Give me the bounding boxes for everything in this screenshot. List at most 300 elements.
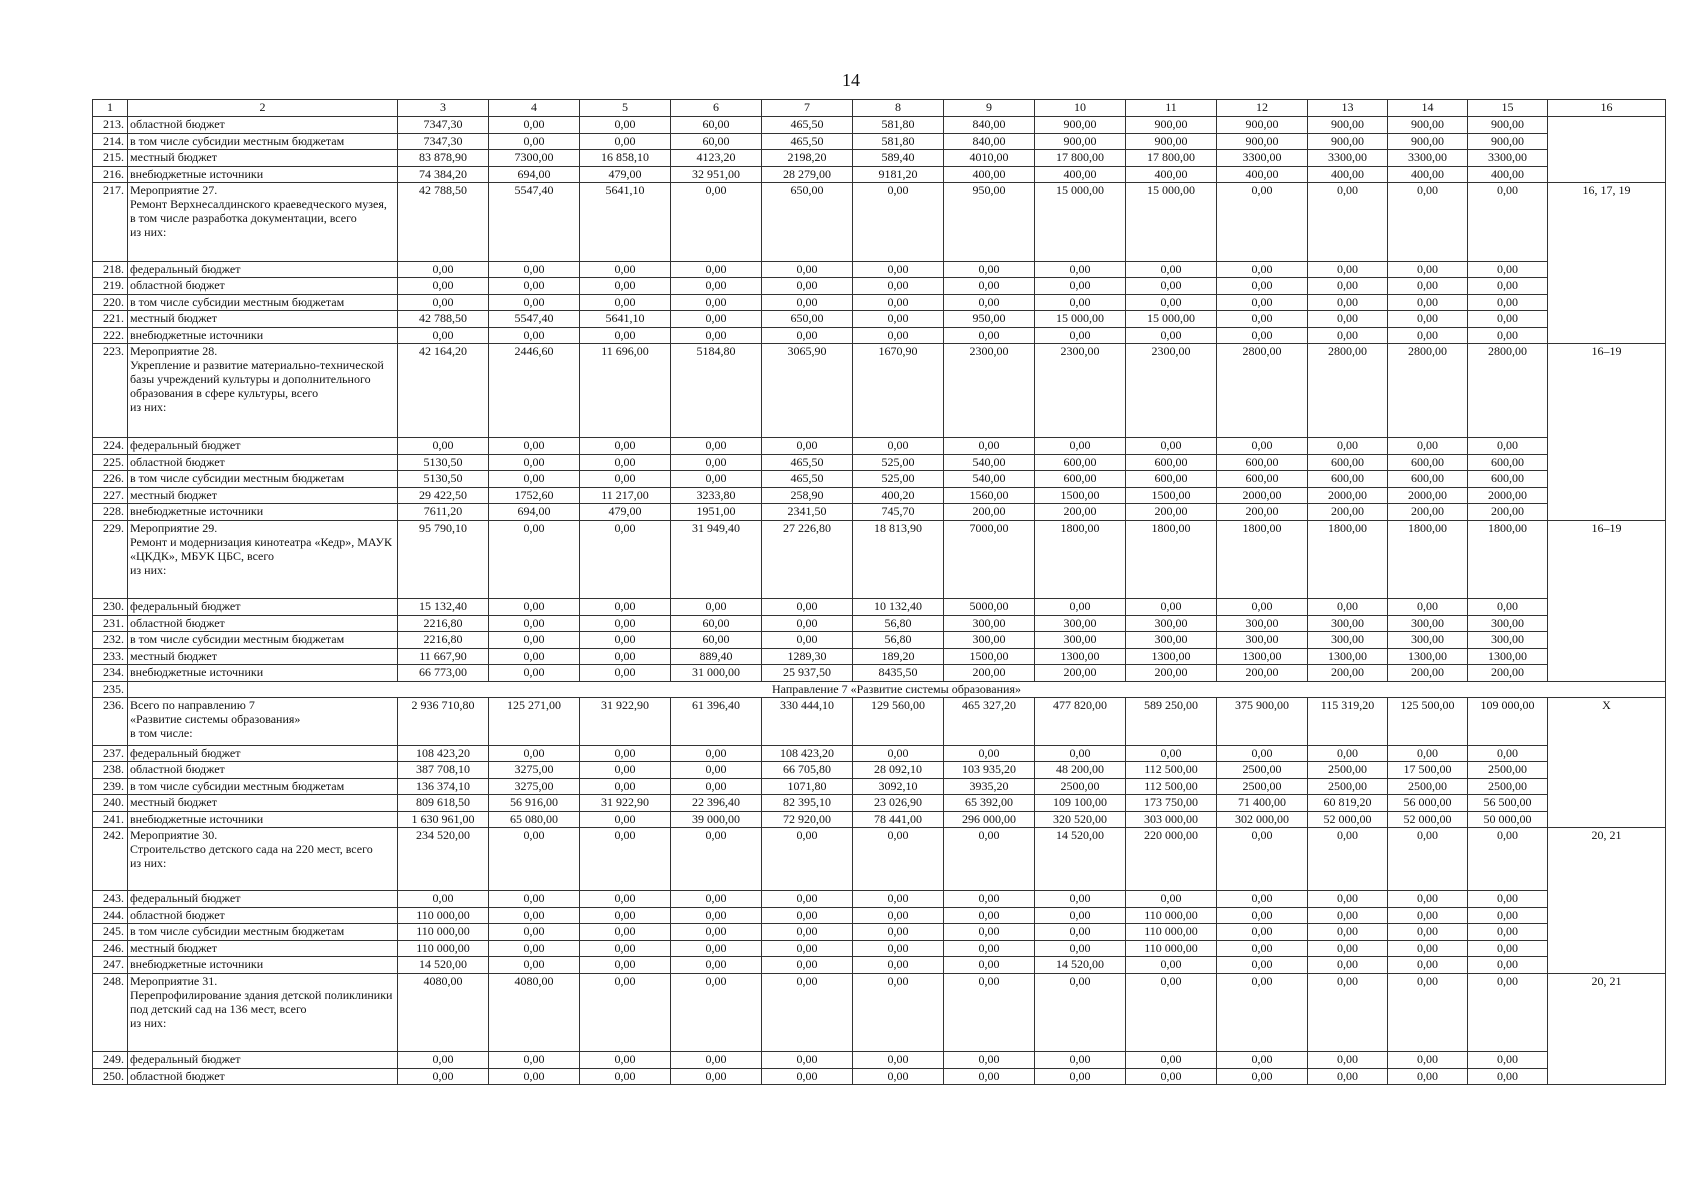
amount-cell: 200,00 xyxy=(1388,665,1468,682)
amount-cell: 0,00 xyxy=(671,891,762,908)
amount-cell: 0,00 xyxy=(853,311,944,328)
amount-cell: 0,00 xyxy=(489,665,580,682)
amount-cell: 109 000,00 xyxy=(1468,698,1548,746)
amount-cell: 0,00 xyxy=(1217,327,1308,344)
amount-cell: 302 000,00 xyxy=(1217,811,1308,828)
amount-cell: 1800,00 xyxy=(1388,520,1468,599)
row-name: внебюджетные источники xyxy=(128,811,398,828)
amount-cell: 300,00 xyxy=(1468,615,1548,632)
amount-cell: 300,00 xyxy=(1308,632,1388,649)
row-name: в том числе субсидии местным бюджетам xyxy=(128,471,398,488)
amount-cell: 1800,00 xyxy=(1126,520,1217,599)
amount-cell: 0,00 xyxy=(1035,891,1126,908)
amount-cell: 0,00 xyxy=(398,294,489,311)
amount-cell: 31 949,40 xyxy=(671,520,762,599)
amount-cell: 600,00 xyxy=(1217,471,1308,488)
amount-cell: 0,00 xyxy=(762,973,853,1052)
table-row xyxy=(93,973,1666,1052)
amount-cell: 2000,00 xyxy=(1388,487,1468,504)
amount-cell: 600,00 xyxy=(1468,471,1548,488)
amount-cell: 50 000,00 xyxy=(1468,811,1548,828)
amount-cell: 0,00 xyxy=(1388,1068,1468,1085)
page-number: 14 xyxy=(842,70,860,90)
amount-cell: 0,00 xyxy=(580,278,671,295)
amount-cell: 0,00 xyxy=(853,278,944,295)
amount-cell: 3935,20 xyxy=(944,778,1035,795)
amount-cell: 0,00 xyxy=(580,1068,671,1085)
amount-cell: 0,00 xyxy=(489,261,580,278)
amount-cell: 200,00 xyxy=(1468,504,1548,521)
row-number: 243. xyxy=(93,891,128,908)
amount-cell: 0,00 xyxy=(1217,183,1308,262)
table-row xyxy=(93,294,1666,311)
row-number: 247. xyxy=(93,957,128,974)
amount-cell: 0,00 xyxy=(853,907,944,924)
amount-cell: 5641,10 xyxy=(580,183,671,262)
amount-cell: 0,00 xyxy=(580,438,671,455)
amount-cell: 9181,20 xyxy=(853,166,944,183)
table-row xyxy=(93,599,1666,616)
amount-cell: 0,00 xyxy=(671,183,762,262)
row-number: 234. xyxy=(93,665,128,682)
row-number: 238. xyxy=(93,762,128,779)
row-name: в том числе субсидии местным бюджетам xyxy=(128,294,398,311)
amount-cell: 0,00 xyxy=(1217,924,1308,941)
row-name: Всего по направлению 7 «Развитие системы образования» в том числе: xyxy=(128,698,398,746)
amount-cell: 0,00 xyxy=(1308,599,1388,616)
amount-cell: 0,00 xyxy=(1035,294,1126,311)
amount-cell: 0,00 xyxy=(489,117,580,134)
amount-cell: 0,00 xyxy=(489,648,580,665)
amount-cell: 125 500,00 xyxy=(1388,698,1468,746)
row-number: 229. xyxy=(93,520,128,599)
amount-cell: 0,00 xyxy=(1126,294,1217,311)
amount-cell: 600,00 xyxy=(1217,454,1308,471)
amount-cell: 0,00 xyxy=(762,632,853,649)
row-name: местный бюджет xyxy=(128,940,398,957)
amount-cell: 0,00 xyxy=(489,278,580,295)
amount-cell: 540,00 xyxy=(944,471,1035,488)
amount-cell: 2800,00 xyxy=(1217,344,1308,438)
amount-cell: 0,00 xyxy=(944,745,1035,762)
amount-cell: 0,00 xyxy=(489,327,580,344)
amount-cell: 0,00 xyxy=(1035,973,1126,1052)
amount-cell: 0,00 xyxy=(580,924,671,941)
amount-cell: 2500,00 xyxy=(1308,778,1388,795)
row-name: в том числе субсидии местным бюджетам xyxy=(128,924,398,941)
amount-cell: 2500,00 xyxy=(1035,778,1126,795)
amount-cell: 300,00 xyxy=(1468,632,1548,649)
table-row xyxy=(93,778,1666,795)
amount-cell: 2216,80 xyxy=(398,615,489,632)
amount-cell: 0,00 xyxy=(398,1052,489,1069)
amount-cell: 465,50 xyxy=(762,133,853,150)
row-number: 248. xyxy=(93,973,128,1052)
row-number: 231. xyxy=(93,615,128,632)
amount-cell: 0,00 xyxy=(1308,973,1388,1052)
amount-cell: 0,00 xyxy=(398,327,489,344)
amount-cell: 0,00 xyxy=(489,924,580,941)
amount-cell: 0,00 xyxy=(762,1052,853,1069)
amount-cell: 11 696,00 xyxy=(580,344,671,438)
amount-cell: 0,00 xyxy=(853,327,944,344)
amount-cell: 2341,50 xyxy=(762,504,853,521)
amount-cell: 0,00 xyxy=(1126,1068,1217,1085)
amount-cell: 0,00 xyxy=(1388,957,1468,974)
amount-cell: 3300,00 xyxy=(1468,150,1548,167)
row-number: 230. xyxy=(93,599,128,616)
row-number: 239. xyxy=(93,778,128,795)
amount-cell: 5000,00 xyxy=(944,599,1035,616)
amount-cell: 0,00 xyxy=(762,278,853,295)
amount-cell: 110 000,00 xyxy=(1126,940,1217,957)
amount-cell: 0,00 xyxy=(1126,973,1217,1052)
amount-cell: 650,00 xyxy=(762,311,853,328)
amount-cell: 4080,00 xyxy=(489,973,580,1052)
amount-cell: 0,00 xyxy=(489,632,580,649)
row-name: внебюджетные источники xyxy=(128,665,398,682)
amount-cell: 0,00 xyxy=(580,891,671,908)
row-number: 232. xyxy=(93,632,128,649)
amount-cell: 200,00 xyxy=(1388,504,1468,521)
amount-cell: 0,00 xyxy=(762,891,853,908)
amount-cell: 0,00 xyxy=(944,957,1035,974)
column-number-cell: 3 xyxy=(398,100,489,117)
amount-cell: 2000,00 xyxy=(1217,487,1308,504)
amount-cell: 0,00 xyxy=(1217,1052,1308,1069)
amount-cell: 1560,00 xyxy=(944,487,1035,504)
row-name: Мероприятие 30. Строительство детского сада на 220 мест, всего из них: xyxy=(128,828,398,891)
amount-cell: 0,00 xyxy=(944,828,1035,891)
row-name: федеральный бюджет xyxy=(128,438,398,455)
amount-cell: 0,00 xyxy=(853,940,944,957)
amount-cell: 110 000,00 xyxy=(1126,907,1217,924)
amount-cell: 22 396,40 xyxy=(671,795,762,812)
amount-cell: 600,00 xyxy=(1035,471,1126,488)
amount-cell: 0,00 xyxy=(762,957,853,974)
amount-cell: 600,00 xyxy=(1388,454,1468,471)
amount-cell: 300,00 xyxy=(1035,632,1126,649)
amount-cell: 1300,00 xyxy=(1388,648,1468,665)
row-number: 226. xyxy=(93,471,128,488)
amount-cell: 5547,40 xyxy=(489,183,580,262)
amount-cell: 0,00 xyxy=(398,1068,489,1085)
row-name: федеральный бюджет xyxy=(128,891,398,908)
amount-cell: 1289,30 xyxy=(762,648,853,665)
amount-cell: 900,00 xyxy=(1468,117,1548,134)
amount-cell: 2300,00 xyxy=(944,344,1035,438)
amount-cell: 56 500,00 xyxy=(1468,795,1548,812)
amount-cell: 3092,10 xyxy=(853,778,944,795)
amount-cell: 0,00 xyxy=(1388,745,1468,762)
amount-cell: 0,00 xyxy=(1217,438,1308,455)
amount-cell: 0,00 xyxy=(489,940,580,957)
amount-cell: 129 560,00 xyxy=(853,698,944,746)
amount-cell: 2216,80 xyxy=(398,632,489,649)
row-number: 224. xyxy=(93,438,128,455)
table-row xyxy=(93,907,1666,924)
row-name: местный бюджет xyxy=(128,150,398,167)
row-number: 246. xyxy=(93,940,128,957)
amount-cell: 110 000,00 xyxy=(1126,924,1217,941)
amount-cell: 387 708,10 xyxy=(398,762,489,779)
amount-cell: 0,00 xyxy=(1308,261,1388,278)
amount-cell: 5547,40 xyxy=(489,311,580,328)
row-name: федеральный бюджет xyxy=(128,599,398,616)
amount-cell: 0,00 xyxy=(1388,438,1468,455)
amount-cell: 0,00 xyxy=(671,599,762,616)
table-row xyxy=(93,795,1666,812)
table-row xyxy=(93,438,1666,455)
amount-cell: 1300,00 xyxy=(1468,648,1548,665)
amount-cell: 5130,50 xyxy=(398,471,489,488)
amount-cell: 0,00 xyxy=(1388,261,1468,278)
amount-cell: 0,00 xyxy=(580,294,671,311)
amount-cell: 110 000,00 xyxy=(398,940,489,957)
amount-cell: 0,00 xyxy=(580,454,671,471)
amount-cell: 2500,00 xyxy=(1388,778,1468,795)
amount-cell: 0,00 xyxy=(944,278,1035,295)
amount-cell: 72 920,00 xyxy=(762,811,853,828)
amount-cell: 0,00 xyxy=(853,957,944,974)
amount-cell: 300,00 xyxy=(1217,632,1308,649)
amount-cell: 1800,00 xyxy=(1217,520,1308,599)
row-name: местный бюджет xyxy=(128,795,398,812)
table-row xyxy=(93,454,1666,471)
amount-cell: 300,00 xyxy=(1035,615,1126,632)
amount-cell: 0,00 xyxy=(1308,294,1388,311)
amount-cell: 110 000,00 xyxy=(398,907,489,924)
amount-cell: 900,00 xyxy=(1217,117,1308,134)
amount-cell: 889,40 xyxy=(671,648,762,665)
amount-cell: 17 800,00 xyxy=(1126,150,1217,167)
amount-cell: 0,00 xyxy=(1468,891,1548,908)
amount-cell: 2 936 710,80 xyxy=(398,698,489,746)
amount-cell: 0,00 xyxy=(1388,924,1468,941)
column-number-cell: 8 xyxy=(853,100,944,117)
column-number-cell: 2 xyxy=(128,100,398,117)
amount-cell: 0,00 xyxy=(1035,599,1126,616)
table-row xyxy=(93,166,1666,183)
row-number: 221. xyxy=(93,311,128,328)
amount-cell: 27 226,80 xyxy=(762,520,853,599)
table-body xyxy=(93,100,1666,1085)
amount-cell: 0,00 xyxy=(762,828,853,891)
row-number: 237. xyxy=(93,745,128,762)
amount-cell: 0,00 xyxy=(944,1052,1035,1069)
amount-cell: 0,00 xyxy=(671,261,762,278)
table-row xyxy=(93,811,1666,828)
amount-cell: 110 000,00 xyxy=(398,924,489,941)
amount-cell: 0,00 xyxy=(489,615,580,632)
amount-cell: 52 000,00 xyxy=(1308,811,1388,828)
amount-cell: 28 279,00 xyxy=(762,166,853,183)
amount-cell: 0,00 xyxy=(1217,261,1308,278)
amount-cell: 0,00 xyxy=(580,973,671,1052)
amount-cell: 0,00 xyxy=(1308,438,1388,455)
amount-cell: 0,00 xyxy=(762,924,853,941)
amount-cell: 0,00 xyxy=(1308,907,1388,924)
table-row xyxy=(93,150,1666,167)
amount-cell: 234 520,00 xyxy=(398,828,489,891)
amount-cell: 0,00 xyxy=(1035,1068,1126,1085)
amount-cell: 0,00 xyxy=(1468,957,1548,974)
amount-cell: 0,00 xyxy=(1388,828,1468,891)
amount-cell: 0,00 xyxy=(1468,828,1548,891)
amount-cell: 840,00 xyxy=(944,117,1035,134)
amount-cell: 1300,00 xyxy=(1308,648,1388,665)
amount-cell: 0,00 xyxy=(580,762,671,779)
amount-cell: 0,00 xyxy=(671,907,762,924)
amount-cell: 525,00 xyxy=(853,454,944,471)
amount-cell: 14 520,00 xyxy=(398,957,489,974)
amount-cell: 0,00 xyxy=(1468,924,1548,941)
amount-cell: 31 922,90 xyxy=(580,698,671,746)
amount-cell: 0,00 xyxy=(1468,327,1548,344)
amount-cell: 66 773,00 xyxy=(398,665,489,682)
table-row xyxy=(93,1052,1666,1069)
amount-cell: 0,00 xyxy=(1468,940,1548,957)
amount-cell: 2800,00 xyxy=(1388,344,1468,438)
table-row xyxy=(93,311,1666,328)
amount-cell: 0,00 xyxy=(944,891,1035,908)
amount-cell: 950,00 xyxy=(944,183,1035,262)
amount-cell: 61 396,40 xyxy=(671,698,762,746)
amount-cell: 0,00 xyxy=(671,1068,762,1085)
amount-cell: 900,00 xyxy=(1126,133,1217,150)
amount-cell: 465 327,20 xyxy=(944,698,1035,746)
amount-cell: 200,00 xyxy=(1468,665,1548,682)
amount-cell: 56 916,00 xyxy=(489,795,580,812)
amount-cell: 0,00 xyxy=(762,294,853,311)
amount-cell: 400,00 xyxy=(1308,166,1388,183)
table-row xyxy=(93,940,1666,957)
amount-cell: 0,00 xyxy=(398,891,489,908)
amount-cell: 809 618,50 xyxy=(398,795,489,812)
amount-cell: 0,00 xyxy=(1035,907,1126,924)
row-name: в том числе субсидии местным бюджетам xyxy=(128,778,398,795)
amount-cell: 0,00 xyxy=(671,438,762,455)
amount-cell: 258,90 xyxy=(762,487,853,504)
amount-cell: 0,00 xyxy=(580,957,671,974)
amount-cell: 60,00 xyxy=(671,117,762,134)
amount-cell: 2000,00 xyxy=(1468,487,1548,504)
amount-cell: 400,00 xyxy=(1035,166,1126,183)
amount-cell: 0,00 xyxy=(762,438,853,455)
amount-cell: 0,00 xyxy=(1468,907,1548,924)
amount-cell: 0,00 xyxy=(1308,940,1388,957)
amount-cell: 108 423,20 xyxy=(398,745,489,762)
amount-cell: 2300,00 xyxy=(1035,344,1126,438)
column-number-cell: 5 xyxy=(580,100,671,117)
amount-cell: 5641,10 xyxy=(580,311,671,328)
amount-cell: 0,00 xyxy=(1217,940,1308,957)
amount-cell: 479,00 xyxy=(580,504,671,521)
amount-cell: 0,00 xyxy=(944,940,1035,957)
amount-cell: 56,80 xyxy=(853,632,944,649)
amount-cell: 330 444,10 xyxy=(762,698,853,746)
amount-cell: 56 000,00 xyxy=(1388,795,1468,812)
row-name: внебюджетные источники xyxy=(128,504,398,521)
amount-cell: 0,00 xyxy=(580,665,671,682)
table-row xyxy=(93,1068,1666,1085)
row-number: 245. xyxy=(93,924,128,941)
goal-numbers-cell xyxy=(1548,117,1666,183)
amount-cell: 0,00 xyxy=(1468,183,1548,262)
amount-cell: 300,00 xyxy=(1388,632,1468,649)
amount-cell: 0,00 xyxy=(489,133,580,150)
amount-cell: 400,20 xyxy=(853,487,944,504)
amount-cell: 4080,00 xyxy=(398,973,489,1052)
row-name: областной бюджет xyxy=(128,454,398,471)
amount-cell: 300,00 xyxy=(944,615,1035,632)
amount-cell: 65 080,00 xyxy=(489,811,580,828)
amount-cell: 0,00 xyxy=(580,811,671,828)
row-number: 214. xyxy=(93,133,128,150)
row-number: 213. xyxy=(93,117,128,134)
row-name: федеральный бюджет xyxy=(128,745,398,762)
amount-cell: 60,00 xyxy=(671,615,762,632)
amount-cell: 2500,00 xyxy=(1468,778,1548,795)
table-row xyxy=(93,632,1666,649)
amount-cell: 14 520,00 xyxy=(1035,828,1126,891)
amount-cell: 300,00 xyxy=(1126,632,1217,649)
amount-cell: 0,00 xyxy=(944,924,1035,941)
amount-cell: 1500,00 xyxy=(944,648,1035,665)
amount-cell: 0,00 xyxy=(1035,438,1126,455)
table-row xyxy=(93,504,1666,521)
amount-cell: 0,00 xyxy=(1308,278,1388,295)
amount-cell: 0,00 xyxy=(1308,311,1388,328)
amount-cell: 600,00 xyxy=(1308,454,1388,471)
amount-cell: 0,00 xyxy=(1308,183,1388,262)
amount-cell: 0,00 xyxy=(1308,828,1388,891)
amount-cell: 200,00 xyxy=(1035,665,1126,682)
amount-cell: 0,00 xyxy=(1126,957,1217,974)
amount-cell: 4010,00 xyxy=(944,150,1035,167)
amount-cell: 2800,00 xyxy=(1308,344,1388,438)
amount-cell: 25 937,50 xyxy=(762,665,853,682)
amount-cell: 7611,20 xyxy=(398,504,489,521)
amount-cell: 0,00 xyxy=(1468,261,1548,278)
amount-cell: 39 000,00 xyxy=(671,811,762,828)
amount-cell: 15 132,40 xyxy=(398,599,489,616)
amount-cell: 1951,00 xyxy=(671,504,762,521)
amount-cell: 0,00 xyxy=(671,778,762,795)
amount-cell: 400,00 xyxy=(1388,166,1468,183)
amount-cell: 0,00 xyxy=(1308,1068,1388,1085)
amount-cell: 0,00 xyxy=(1035,1052,1126,1069)
amount-cell: 2800,00 xyxy=(1468,344,1548,438)
amount-cell: 28 092,10 xyxy=(853,762,944,779)
amount-cell: 600,00 xyxy=(1126,471,1217,488)
row-name: в том числе субсидии местным бюджетам xyxy=(128,632,398,649)
amount-cell: 0,00 xyxy=(1388,940,1468,957)
amount-cell: 0,00 xyxy=(489,438,580,455)
amount-cell: 15 000,00 xyxy=(1035,311,1126,328)
amount-cell: 0,00 xyxy=(671,278,762,295)
table-row xyxy=(93,648,1666,665)
amount-cell: 0,00 xyxy=(1388,183,1468,262)
amount-cell: 900,00 xyxy=(1308,117,1388,134)
table-row xyxy=(93,344,1666,438)
amount-cell: 0,00 xyxy=(671,311,762,328)
column-number-cell: 7 xyxy=(762,100,853,117)
goal-numbers-cell: 20, 21 xyxy=(1548,973,1666,1085)
amount-cell: 0,00 xyxy=(671,828,762,891)
amount-cell: 0,00 xyxy=(853,745,944,762)
amount-cell: 136 374,10 xyxy=(398,778,489,795)
